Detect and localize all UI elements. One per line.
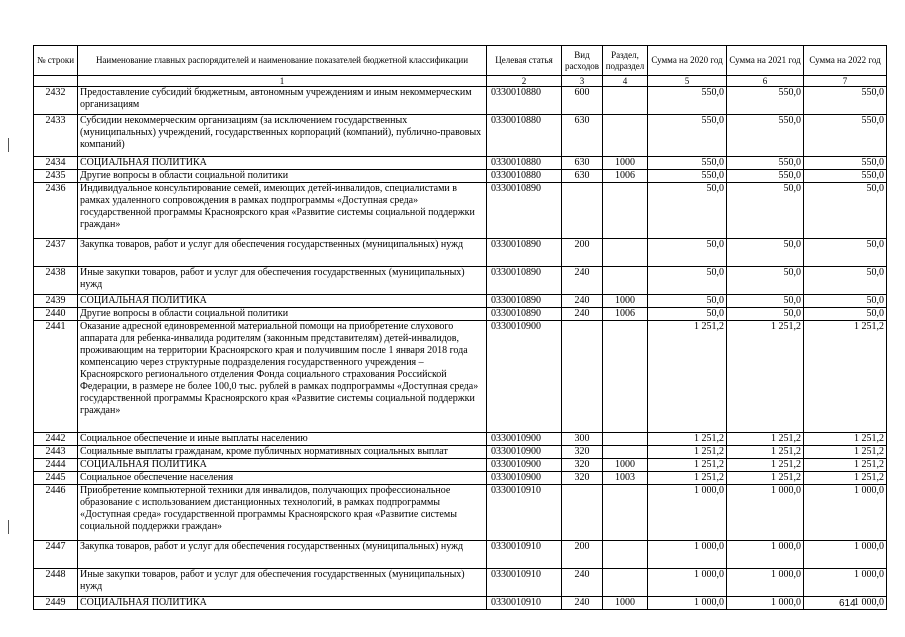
expense-type: 630 — [562, 170, 603, 183]
target-article: 0330010900 — [487, 446, 562, 459]
sum-2021: 50,0 — [727, 295, 804, 308]
sum-2021: 50,0 — [727, 239, 804, 267]
sum-2021: 1 251,2 — [727, 459, 804, 472]
row-number: 2437 — [34, 239, 78, 267]
section-code — [603, 485, 648, 541]
sum-2021: 550,0 — [727, 170, 804, 183]
table-row — [34, 433, 887, 446]
sum-2022: 50,0 — [804, 308, 887, 321]
row-number: 2438 — [34, 267, 78, 295]
sum-2020: 1 251,2 — [648, 433, 727, 446]
expense-type: 320 — [562, 446, 603, 459]
sum-2022: 50,0 — [804, 183, 887, 239]
column-number: 6 — [727, 76, 804, 87]
table-row — [34, 183, 887, 239]
target-article: 0330010900 — [487, 321, 562, 433]
header-expense-type: Вид расходов — [562, 46, 603, 76]
target-article: 0330010910 — [487, 569, 562, 597]
sum-2020: 1 000,0 — [648, 569, 727, 597]
sum-2022: 550,0 — [804, 157, 887, 170]
row-number: 2443 — [34, 446, 78, 459]
sum-2020: 1 251,2 — [648, 472, 727, 485]
row-number: 2445 — [34, 472, 78, 485]
target-article: 0330010890 — [487, 239, 562, 267]
sum-2021: 1 251,2 — [727, 321, 804, 433]
sum-2021: 1 000,0 — [727, 541, 804, 569]
row-number: 2434 — [34, 157, 78, 170]
table-row — [34, 541, 887, 569]
row-name: Закупка товаров, работ и услуг для обеспечения государственных (муниципальных) нужд — [78, 541, 487, 569]
table-row — [34, 115, 887, 157]
sum-2022: 1 000,0 — [804, 485, 887, 541]
header-sum-2022: Сумма на 2022 год — [804, 46, 887, 76]
target-article: 0330010910 — [487, 597, 562, 610]
sum-2020: 550,0 — [648, 157, 727, 170]
sum-2022: 1 251,2 — [804, 433, 887, 446]
budget-table — [33, 45, 887, 610]
target-article: 0330010890 — [487, 295, 562, 308]
sum-2020: 50,0 — [648, 239, 727, 267]
column-number: 7 — [804, 76, 887, 87]
column-number: 4 — [603, 76, 648, 87]
expense-type: 240 — [562, 308, 603, 321]
header-name: Наименование главных распорядителей и наименование показателей бюджетной классификации — [78, 46, 487, 76]
sum-2021: 1 000,0 — [727, 597, 804, 610]
row-number: 2447 — [34, 541, 78, 569]
section-code — [603, 115, 648, 157]
row-number: 2433 — [34, 115, 78, 157]
expense-type: 300 — [562, 433, 603, 446]
table-row — [34, 472, 887, 485]
row-name: Социальное обеспечение и иные выплаты населению — [78, 433, 487, 446]
target-article: 0330010910 — [487, 541, 562, 569]
sum-2020: 1 251,2 — [648, 446, 727, 459]
sum-2020: 1 000,0 — [648, 541, 727, 569]
header-sum-2021: Сумма на 2021 год — [727, 46, 804, 76]
target-article: 0330010900 — [487, 433, 562, 446]
sum-2021: 550,0 — [727, 157, 804, 170]
section-code: 1000 — [603, 295, 648, 308]
sum-2022: 550,0 — [804, 87, 887, 115]
row-name: Иные закупки товаров, работ и услуг для обеспечения государственных (муниципальных) нужд — [78, 267, 487, 295]
row-number: 2440 — [34, 308, 78, 321]
row-name: Субсидии некоммерческим организациям (за исключением государственных (муниципальных) учреждений, государственных корпораций (компаний), публично-правовых компаний) — [78, 115, 487, 157]
target-article: 0330010880 — [487, 157, 562, 170]
row-number: 2446 — [34, 485, 78, 541]
expense-type: 320 — [562, 459, 603, 472]
section-code: 1003 — [603, 472, 648, 485]
expense-type: 200 — [562, 239, 603, 267]
section-code — [603, 267, 648, 295]
table-row — [34, 308, 887, 321]
table-body — [34, 87, 887, 610]
expense-type: 240 — [562, 295, 603, 308]
sum-2022: 1 251,2 — [804, 446, 887, 459]
column-number: 3 — [562, 76, 603, 87]
table-row — [34, 295, 887, 308]
sum-2022: 1 000,0 — [804, 541, 887, 569]
sum-2022: 50,0 — [804, 267, 887, 295]
table-row — [34, 157, 887, 170]
sum-2022: 1 251,2 — [804, 459, 887, 472]
sum-2020: 550,0 — [648, 87, 727, 115]
row-number: 2448 — [34, 569, 78, 597]
header-section: Раздел, подраздел — [603, 46, 648, 76]
section-code — [603, 183, 648, 239]
table-row — [34, 87, 887, 115]
table-row — [34, 597, 887, 610]
section-code — [603, 433, 648, 446]
sum-2020: 1 000,0 — [648, 597, 727, 610]
column-number: 5 — [648, 76, 727, 87]
section-code: 1000 — [603, 157, 648, 170]
row-number: 2439 — [34, 295, 78, 308]
margin-mark — [8, 138, 9, 152]
expense-type: 200 — [562, 541, 603, 569]
sum-2022: 1 251,2 — [804, 472, 887, 485]
sum-2020: 550,0 — [648, 170, 727, 183]
sum-2022: 1 000,0 — [804, 569, 887, 597]
expense-type — [562, 485, 603, 541]
row-number: 2442 — [34, 433, 78, 446]
expense-type — [562, 321, 603, 433]
section-code — [603, 321, 648, 433]
sum-2021: 1 251,2 — [727, 446, 804, 459]
sum-2020: 1 251,2 — [648, 459, 727, 472]
table-row — [34, 267, 887, 295]
section-code: 1000 — [603, 459, 648, 472]
header-row-number: № строки — [34, 46, 78, 76]
target-article: 0330010880 — [487, 170, 562, 183]
target-article: 0330010890 — [487, 183, 562, 239]
table-row — [34, 170, 887, 183]
table-row — [34, 485, 887, 541]
row-name: Приобретение компьютерной техники для инвалидов, получающих профессиональное образование с использованием дистанционных технологий, в рамках подпрограммы «Доступная среда» государственной программы Красноярского края «Развитие системы социальной поддержки граждан» — [78, 485, 487, 541]
target-article: 0330010910 — [487, 485, 562, 541]
row-name: Индивидуальное консультирование семей, имеющих детей-инвалидов, специалистами в рамках удаленного сопровождения в рамках подпрограммы «Доступная среда» государственной программы Красноярского края «Развитие системы социальной поддержки граждан» — [78, 183, 487, 239]
table-row — [34, 446, 887, 459]
target-article: 0330010900 — [487, 459, 562, 472]
sum-2022: 550,0 — [804, 115, 887, 157]
sum-2022: 1 251,2 — [804, 321, 887, 433]
target-article: 0330010890 — [487, 308, 562, 321]
row-name: Другие вопросы в области социальной политики — [78, 308, 487, 321]
row-name: Другие вопросы в области социальной политики — [78, 170, 487, 183]
sum-2021: 50,0 — [727, 267, 804, 295]
row-number: 2449 — [34, 597, 78, 610]
row-name: Предоставление субсидий бюджетным, автономным учреждениям и иным некоммерческим организациям — [78, 87, 487, 115]
sum-2022: 550,0 — [804, 170, 887, 183]
header-sum-2020: Сумма на 2020 год — [648, 46, 727, 76]
section-code — [603, 239, 648, 267]
column-number: 2 — [487, 76, 562, 87]
section-code — [603, 541, 648, 569]
table-row — [34, 569, 887, 597]
sum-2021: 550,0 — [727, 87, 804, 115]
row-number: 2441 — [34, 321, 78, 433]
expense-type: 320 — [562, 472, 603, 485]
row-name: СОЦИАЛЬНАЯ ПОЛИТИКА — [78, 597, 487, 610]
expense-type — [562, 183, 603, 239]
row-name: СОЦИАЛЬНАЯ ПОЛИТИКА — [78, 295, 487, 308]
section-code — [603, 87, 648, 115]
expense-type: 630 — [562, 115, 603, 157]
section-code: 1000 — [603, 597, 648, 610]
target-article: 0330010890 — [487, 267, 562, 295]
section-code — [603, 569, 648, 597]
section-code: 1006 — [603, 308, 648, 321]
header-row — [34, 46, 887, 76]
row-number: 2444 — [34, 459, 78, 472]
sum-2022: 1 000,0 — [804, 597, 887, 610]
expense-type: 630 — [562, 157, 603, 170]
table-row — [34, 459, 887, 472]
table-row — [34, 239, 887, 267]
sum-2021: 1 251,2 — [727, 433, 804, 446]
row-number: 2432 — [34, 87, 78, 115]
margin-mark — [8, 520, 9, 534]
sum-2020: 50,0 — [648, 267, 727, 295]
sum-2021: 1 251,2 — [727, 472, 804, 485]
table-row — [34, 321, 887, 433]
target-article: 0330010880 — [487, 115, 562, 157]
target-article: 0330010900 — [487, 472, 562, 485]
row-name: Иные закупки товаров, работ и услуг для обеспечения государственных (муниципальных) нужд — [78, 569, 487, 597]
page-number: 614 — [839, 598, 856, 609]
sum-2021: 50,0 — [727, 308, 804, 321]
row-name: Закупка товаров, работ и услуг для обеспечения государственных (муниципальных) нужд — [78, 239, 487, 267]
sum-2020: 50,0 — [648, 308, 727, 321]
expense-type: 240 — [562, 569, 603, 597]
column-number-row — [34, 76, 887, 87]
column-number — [34, 76, 78, 87]
row-number: 2436 — [34, 183, 78, 239]
sum-2020: 50,0 — [648, 183, 727, 239]
header-target-article: Целевая статья — [487, 46, 562, 76]
sum-2022: 50,0 — [804, 295, 887, 308]
row-name: Социальные выплаты гражданам, кроме публичных нормативных социальных выплат — [78, 446, 487, 459]
sum-2020: 1 000,0 — [648, 485, 727, 541]
sum-2022: 50,0 — [804, 239, 887, 267]
row-name: Оказание адресной единовременной материальной помощи на приобретение слухового аппарата для ребенка-инвалида родителям (законным представителям) детей-инвалидов, проживающим на территории Красноярского края и получившим после 1 января 2018 года компенсацию через структурные подразделения государственного учреждения – Красноярского регионального отделения Фонда социального страхования Российской Федерации, в размере не более 100,0 тыс. рублей в рамках подпрограммы «Доступная среда» государственной программы Красноярского края «Развитие системы социальной поддержки граждан» — [78, 321, 487, 433]
row-name: Социальное обеспечение населения — [78, 472, 487, 485]
sum-2020: 550,0 — [648, 115, 727, 157]
expense-type: 240 — [562, 267, 603, 295]
sum-2021: 50,0 — [727, 183, 804, 239]
row-name: СОЦИАЛЬНАЯ ПОЛИТИКА — [78, 157, 487, 170]
section-code: 1006 — [603, 170, 648, 183]
expense-type: 600 — [562, 87, 603, 115]
column-number: 1 — [78, 76, 487, 87]
section-code — [603, 446, 648, 459]
sum-2020: 1 251,2 — [648, 321, 727, 433]
sum-2021: 550,0 — [727, 115, 804, 157]
target-article: 0330010880 — [487, 87, 562, 115]
sum-2021: 1 000,0 — [727, 485, 804, 541]
sum-2021: 1 000,0 — [727, 569, 804, 597]
expense-type: 240 — [562, 597, 603, 610]
sum-2020: 50,0 — [648, 295, 727, 308]
row-name: СОЦИАЛЬНАЯ ПОЛИТИКА — [78, 459, 487, 472]
row-number: 2435 — [34, 170, 78, 183]
